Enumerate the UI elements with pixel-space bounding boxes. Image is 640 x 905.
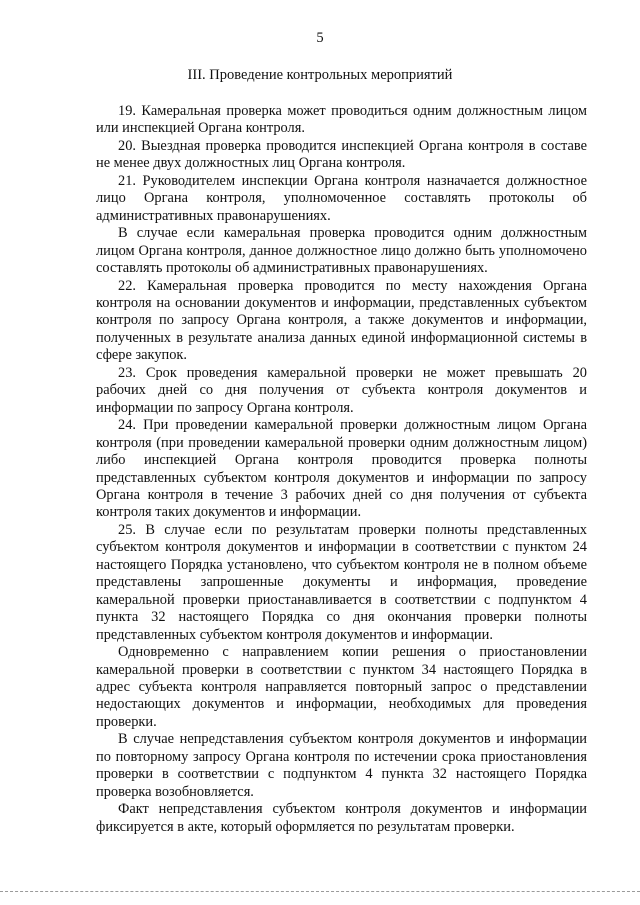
paragraph-25-act-record: Факт непредставления субъектом контроля документов и информации фиксируется в акте, который оформляется по результатам проверки.: [96, 801, 587, 835]
paragraph-25-resumption: В случае непредставления субъектом контроля документов и информации по повторному запросу Органа контроля по истечении срока приостановления проверки в соответствии с подпунктом 4 пункта 32 настоящего Порядка проверка возобновляется.: [96, 731, 587, 800]
paragraph-21-addendum: В случае если камеральная проверка проводится одним должностным лицом Органа контроля, данное должностное лицо должно быть уполномочено составлять протоколы об административных правонарушениях.: [96, 225, 587, 277]
paragraph-25-repeat-request: Одновременно с направлением копии решения о приостановлении камеральной проверки в соответствии с пунктом 34 настоящего Порядка в адрес субъекта контроля направляется повторный запрос о представлении недостающих документов и информации, необходимых для проведения проверки.: [96, 644, 587, 730]
paragraph-25: 25. В случае если по результатам проверки полноты представленных субъектом контроля документов и информации в соответствии с пунктом 24 настоящего Порядка установлено, что субъектом контроля не в полном объеме представлены запрошенные документы и информация, проведение камеральной проверки приостанавливается в соответствии с подпунктом 4 пункта 32 настоящего Порядка со дня окончания проверки полноты представленных субъектом контроля документов и информации.: [96, 521, 587, 643]
bottom-divider: [0, 891, 640, 892]
paragraph-20: 20. Выездная проверка проводится инспекцией Органа контроля в составе не менее двух должностных лиц Органа контроля.: [96, 137, 587, 172]
page-number: 5: [316, 30, 324, 46]
document-body: [96, 103, 587, 836]
paragraph-19: 19. Камеральная проверка может проводиться одним должностным лицом или инспекцией Органа контроля.: [96, 103, 587, 137]
paragraph-24: 24. При проведении камеральной проверки должностным лицом Органа контроля (при проведении камеральной проверки одним должностным лицом) либо инспекцией Органа контроля проводится проверка полноты представленных субъектом контроля документов и информации по запросу Органа контроля в течение 3 рабочих дней со дня получения от субъекта контроля таких документов и информации.: [96, 417, 587, 521]
section-title: III. Проведение контрольных мероприятий: [187, 67, 453, 83]
paragraph-23: 23. Срок проведения камеральной проверки не может превышать 20 рабочих дней со дня получения от субъекта контроля документов и информации по запросу Органа контроля.: [96, 364, 587, 416]
paragraph-21: 21. Руководителем инспекции Органа контроля назначается должностное лицо Органа контроля, уполномоченное составлять протоколы об административных правонарушениях.: [96, 172, 587, 224]
paragraph-22: 22. Камеральная проверка проводится по месту нахождения Органа контроля на основании документов и информации, представленных субъектом контроля по запросу Органа контроля, а также документов и информации, полученных в результате анализа данных единой информационной системы в сфере закупок.: [96, 277, 587, 364]
